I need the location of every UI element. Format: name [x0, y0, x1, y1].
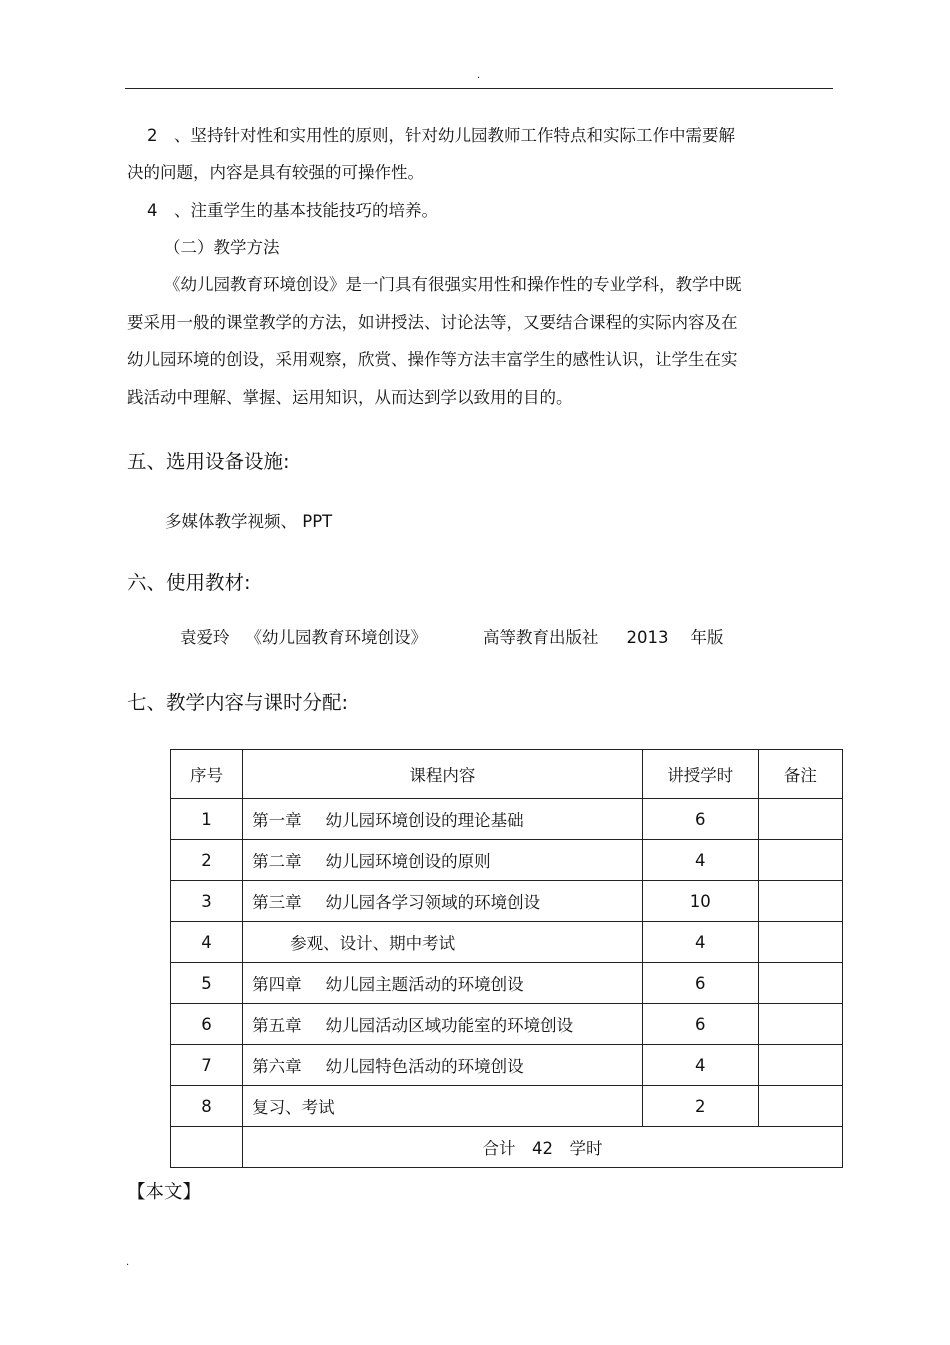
row-topic: 幼儿园各学习领域的环境创设 — [325, 893, 541, 912]
method-line-3: 幼儿园环境的创设，采用观察，欣赏、操作等方法丰富学生的感性认识，让学生在实 — [127, 350, 738, 369]
row-chapter: 第五章 — [252, 1016, 302, 1035]
row-content — [243, 963, 643, 1004]
section-7-title: 七、教学内容与课时分配: — [127, 691, 349, 714]
header-mark: . — [477, 70, 481, 81]
section-5-content: 多媒体教学视频、 PPT — [165, 512, 333, 531]
body-label: 【本文】 — [127, 1182, 202, 1203]
header-rule — [125, 88, 833, 89]
row-hours: 2 — [642, 1086, 758, 1127]
textbook-year: 2013 — [626, 628, 669, 647]
row-note — [758, 840, 842, 881]
table-row — [171, 963, 843, 1004]
header-hours: 讲授学时 — [642, 750, 758, 799]
textbook-publisher: 高等教育出版社 — [483, 628, 599, 647]
row-note — [758, 881, 842, 922]
row-no: 4 — [171, 922, 243, 963]
row-chapter: 第四章 — [252, 975, 302, 994]
table-row — [171, 881, 843, 922]
row-chapter: 第六章 — [252, 1057, 302, 1076]
row-note — [758, 799, 842, 840]
row-content — [243, 881, 643, 922]
paragraph-4: 4 、注重学生的基本技能技巧的培养。 — [147, 201, 438, 220]
row-topic: 参观、设计、期中考试 — [290, 934, 456, 953]
row-topic: 幼儿园活动区域功能室的环境创设 — [325, 1016, 574, 1035]
row-no: 8 — [171, 1086, 243, 1127]
row-content — [243, 922, 643, 963]
header-content: 课程内容 — [243, 750, 643, 799]
table-row — [171, 799, 843, 840]
row-no: 3 — [171, 881, 243, 922]
table-row — [171, 840, 843, 881]
row-note — [758, 1045, 842, 1086]
row-no: 6 — [171, 1004, 243, 1045]
method-line-4: 践活动中理解、掌握、运用知识，从而达到学以致用的目的。 — [127, 388, 573, 407]
row-chapter: 第二章 — [252, 852, 302, 871]
row-content — [243, 1086, 643, 1127]
section-5-title: 五、选用设备设施: — [127, 450, 290, 473]
table-row — [171, 922, 843, 963]
textbook-title: 《幼儿园教育环境创设》 — [245, 628, 427, 647]
row-content — [243, 1045, 643, 1086]
row-topic: 幼儿园主题活动的环境创设 — [325, 975, 524, 994]
row-chapter: 第一章 — [252, 811, 302, 830]
total-blank-cell — [171, 1127, 243, 1168]
header-note: 备注 — [758, 750, 842, 799]
row-no: 2 — [171, 840, 243, 881]
row-hours: 4 — [642, 922, 758, 963]
row-no: 5 — [171, 963, 243, 1004]
row-topic: 幼儿园环境创设的原则 — [325, 852, 491, 871]
row-note — [758, 1004, 842, 1045]
row-note — [758, 1086, 842, 1127]
row-topic: 幼儿园特色活动的环境创设 — [325, 1057, 524, 1076]
paragraph-2-line-2: 决的问题，内容是具有较强的可操作性。 — [127, 163, 424, 182]
row-content — [243, 1004, 643, 1045]
header-no: 序号 — [171, 750, 243, 799]
method-line-1: 《幼儿园教育环境创设》是一门具有很强实用性和操作性的专业学科，教学中既 — [164, 275, 742, 294]
row-hours: 4 — [642, 1045, 758, 1086]
method-title: （二）教学方法 — [164, 238, 280, 257]
row-hours: 10 — [642, 881, 758, 922]
row-chapter: 第三章 — [252, 893, 302, 912]
paragraph-2-line-1: 2 、坚持针对性和实用性的原则，针对幼儿园教师工作特点和实际工作中需要解 — [147, 126, 735, 145]
row-hours: 6 — [642, 963, 758, 1004]
row-content — [243, 799, 643, 840]
table-row — [171, 1045, 843, 1086]
row-topic: 复习、考试 — [252, 1098, 335, 1117]
method-line-2: 要采用一般的课堂教学的方法，如讲授法、讨论法等，又要结合课程的实际内容及在 — [127, 313, 738, 332]
row-hours: 6 — [642, 1004, 758, 1045]
total-hours: 合计 42 学时 — [243, 1127, 843, 1168]
textbook-line — [180, 627, 724, 649]
footer-mark: . — [126, 1257, 130, 1268]
row-topic: 幼儿园环境创设的理论基础 — [325, 811, 524, 830]
table-header-row — [171, 750, 843, 799]
table-row — [171, 1004, 843, 1045]
table-row — [171, 1086, 843, 1127]
row-hours: 6 — [642, 799, 758, 840]
section-6-title: 六、使用教材: — [127, 571, 251, 594]
textbook-edition: 年版 — [690, 628, 724, 647]
textbook-author: 袁爱玲 — [180, 628, 230, 647]
row-hours: 4 — [642, 840, 758, 881]
row-note — [758, 922, 842, 963]
row-no: 1 — [171, 799, 243, 840]
row-content — [243, 840, 643, 881]
schedule-table — [170, 749, 843, 1168]
row-note — [758, 963, 842, 1004]
table-total-row — [171, 1127, 843, 1168]
row-no: 7 — [171, 1045, 243, 1086]
